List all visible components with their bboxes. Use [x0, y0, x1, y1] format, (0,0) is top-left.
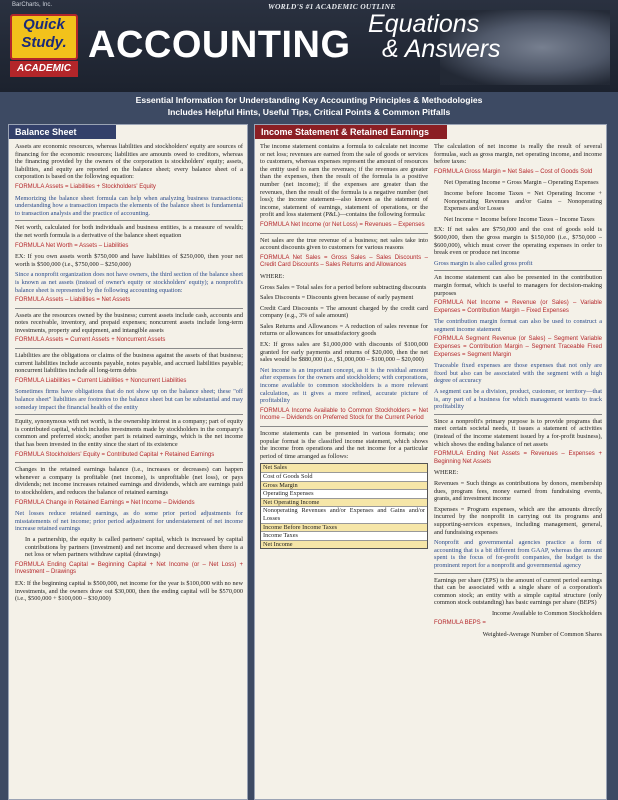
- income-statement-column-1: [260, 143, 428, 797]
- intro-text: [0, 94, 618, 118]
- formula: FORMULA Assets – Liabilities = Net Assets: [15, 297, 131, 304]
- definition: Gross Sales = Total sales for a period before subtracting discounts: [260, 283, 427, 291]
- divider: [15, 462, 243, 463]
- formula: FORMULA Assets = Liabilities + Stockholders' Equity: [15, 183, 156, 190]
- logo-line1: Quick: [23, 16, 65, 33]
- list-item: Cost of Goods Sold: [261, 473, 427, 482]
- subtitle-line2: & Answers: [382, 35, 501, 63]
- divider: [434, 573, 602, 574]
- tip: Net income is an important concept, as it is the residual amount after expenses for the owners and stockholders; with corporations, income available to common stockholders is a more relevant calculation, as it gives a more refined, accurate picture of profitability: [260, 366, 428, 405]
- quickstudy-logo: [10, 14, 78, 80]
- balance-sheet-column: [15, 143, 243, 797]
- formula: FORMULA BEPS =: [434, 620, 486, 627]
- definition: Credit Card Discounts = The amount charged by the credit card company (e.g., 3% of sale amount): [260, 304, 428, 320]
- tip: The contribution margin format can also be used to construct a segment income statement: [434, 318, 602, 333]
- classified-income-statement-list: [260, 463, 428, 549]
- balance-sheet-heading: Balance Sheet: [9, 125, 116, 139]
- list-item: Net Operating Income: [261, 499, 427, 508]
- paragraph: The calculation of net income is really the result of several formulas, such as gross margin, net operating income, and income before taxes:: [434, 143, 602, 166]
- page-subtitle: [368, 12, 501, 62]
- page-title: ACCOUNTING: [88, 24, 351, 66]
- paragraph: Changes in the retained earnings balance (i.e., increases or decreases) can happen whenever a company is profitable (net income), is unprofitable (net loss), or pays dividends; net income increases retained earnings and dividends, which are earnings paid to stockholders, and reduces the balance of retained earnings: [15, 466, 243, 496]
- divider: [15, 220, 243, 221]
- divider: [434, 270, 602, 271]
- formula: FORMULA Net Sales = Gross Sales – Sales Discounts – Credit Card Discounts – Sales Returns and Allowances: [260, 254, 428, 269]
- divider: [260, 233, 428, 234]
- paragraph: In a partnership, the equity is called partners' capital, which is increased by capital contributions by partners (investment) and net income and decreased when there is a net loss or when partners withdraw capital (drawings): [25, 535, 243, 559]
- formula: FORMULA Ending Net Assets = Revenues – Expenses + Beginning Net Assets: [434, 451, 602, 465]
- list-item: Gross Margin: [261, 482, 427, 491]
- formula: FORMULA Assets = Current Assets + Noncurrent Assets: [15, 337, 166, 344]
- logo-academic: ACADEMIC: [10, 61, 78, 77]
- list-item: Income Taxes: [261, 532, 427, 541]
- definition: Revenues = Such things as contributions by donors, membership dues, program fees, money earned from fundraising events, grants, and investment income: [434, 479, 602, 503]
- tip: Sometimes firms have obligations that do not show up on the balance sheet; these "off balance sheet" liabilities are footnotes to the balance sheet but can be substantial and may someday impact the financial health of the entity: [15, 388, 243, 411]
- paragraph: An income statement can also be presented in the contribution margin format, which is useful to managers for decision-making purposes: [434, 274, 602, 297]
- intro-line1: Essential Information for Understanding Key Accounting Principles & Methodologies: [135, 95, 483, 105]
- formula-numerator: Income Available to Common Stockholders: [491, 609, 602, 617]
- right-edge-strip: [607, 124, 618, 800]
- balance-sheet-panel: [8, 124, 248, 800]
- example: EX: If net sales are $750,000 and the cost of goods sold is $600,000, then the gross margin is $150,000 (i.e., $750,000 – $600,000), which must cover the operating expenses in order to break even or produce net income: [434, 226, 602, 257]
- list-item: Nonoperating Revenues and/or Expenses and Gains and/or Losses: [263, 507, 425, 522]
- logo-badge: [10, 14, 78, 60]
- tip: Net losses reduce retained earnings, as do some prior period adjustments for misstatements of net income; prior period adjustment for understatement of net income increase retained earnings: [15, 510, 243, 533]
- list-item: Net Sales: [261, 464, 427, 473]
- tip: Gross margin is also called gross profit: [434, 259, 533, 267]
- tip: Since a nonprofit organization does not have owners, the third section of the balance sheet is known as net assets (instead of owner's equity or stockholders' equity); a nonprofit's balance sheet is represented by the following accounting equation:: [15, 271, 243, 294]
- paragraph: Liabilities are the obligations or claims of the business against the assets of that business; current liabilities include accounts payable, notes payable, and accrued liabilities payable; noncurrent liabilities include all long-term debts: [15, 352, 243, 375]
- paragraph: Since a nonprofit's primary purpose is to provide programs that meet certain societal needs, it issues a statement of activities (instead of the income statement issued by a for-profit business), which shows the ending balance of net assets: [434, 417, 602, 448]
- formula: FORMULA Net Income = Revenue (or Sales) – Variable Expenses = Contribution Margin – Fixed Expenses: [434, 300, 602, 314]
- paragraph: Equity, synonymous with net worth, is the ownership interest in a company; part of equity is contributed capital, which includes investments made by stockholders in the company's common and preferred stock; another part is retained earnings, which is the net income that has been invested in the entity since the start of its existence: [15, 418, 243, 448]
- divider: [15, 414, 243, 415]
- divider: [15, 308, 243, 309]
- formula: FORMULA Gross Margin = Net Sales – Cost of Goods Sold: [434, 168, 593, 175]
- definition: Sales Returns and Allowances = A reduction of sales revenue for returns or allowances for unsatisfactory goods: [260, 322, 428, 338]
- definition: Sales Discounts = Discounts given because of early payment: [260, 294, 414, 302]
- logo-line2: Study.: [21, 34, 67, 51]
- divider: [434, 414, 602, 415]
- paragraph: The income statement contains a formula to calculate net income or net loss; revenues are earned from the sale of goods or services to customers, whereas expenses represent the amount of resources the entity used to earn the revenues; if the revenues are greater than the expenses, then the result of the formula is a positive number (net income); if the expenses are greater than the revenues, then the result of the formula is a negative number (net loss); the income statement—also known as the statement of income, statement of earnings, statement of operations, or the profit and loss statement (P&L)—contains the following formula:: [260, 143, 428, 219]
- tagline: WORLD'S #1 ACADEMIC OUTLINE: [268, 2, 396, 11]
- income-statement-panel: [254, 124, 607, 800]
- paragraph: Earnings per share (EPS) is the amount of current period earnings that can be associated with a single share of a corporation's common stock; an entity with a simple capital structure (only common stock outstanding) has basic earnings per share (BEPS): [434, 576, 602, 607]
- paragraph: Net worth, calculated for both individuals and business entities, is a measure of wealth; the net worth formula is a derivative of the balance sheet equation: [15, 224, 243, 239]
- formula: FORMULA Ending Capital = Beginning Capital + Net Income (or – Net Loss) + Investment – Drawings: [15, 561, 243, 576]
- formula: FORMULA Net Income (or Net Loss) = Revenues – Expenses: [260, 221, 425, 228]
- divider: [15, 348, 243, 349]
- formula: FORMULA Change in Retained Earnings = Net Income – Dividends: [15, 499, 195, 506]
- example: EX: If the beginning capital is $500,000, net income for the year is $100,000 with no new investments, and the owners draw out $30,000, then the ending capital will be $570,000 (i.e., $500,000 + $100,000 – $30,000): [15, 579, 243, 603]
- formula: FORMULA Liabilities = Current Liabilities + Noncurrent Liabilities: [15, 377, 187, 384]
- example: EX: If gross sales are $1,000,000 with discounts of $100,000 granted for early payments and returns of $20,000, then the net sales would be $880,000 (i.e., $1,000,000 – $100,000 – $20,000): [260, 341, 428, 364]
- list-item: Net Income: [261, 541, 427, 549]
- formula-denominator: Weighted-Average Number of Common Shares: [482, 631, 602, 639]
- formula: FORMULA Income Available to Common Stockholders = Net Income – Dividends on Preferred Stock for the Current Period: [260, 407, 428, 422]
- intro-line2: Includes Helpful Hints, Useful Tips, Critical Points & Common Pitfalls: [167, 107, 451, 117]
- paragraph: Assets are the resources owned by the business; current assets include cash, accounts and notes receivable, inventory, and prepaid expenses; noncurrent assets include long-term investments, property and equipment, and intangible assets: [15, 311, 243, 334]
- paragraph: Assets are economic resources, whereas liabilities and stockholders' equity are sources of financing for the economic resources; liabilities are amounts owed to creditors, whereas the financing provided by the owners of the corporation is stockholders' equity; assets, liabilities, and equity are reported on the balance sheet; every balance sheet of a corporation is based on the following equation:: [15, 143, 243, 181]
- where-label: WHERE:: [260, 272, 285, 280]
- tip: Traceable fixed expenses are those expenses that not only are fixed but also can be associated with the segment with a high degree of accuracy: [434, 362, 602, 385]
- subtitle-line1: Equations: [368, 10, 480, 38]
- example: EX: If you own assets worth $750,000 and have liabilities of $250,000, then your net worth is $500,000 (i.e., $750,000 – $250,000): [15, 253, 243, 268]
- definition: Expenses = Program expenses, which are the amounts directly incurred by the nonprofit in carrying out its programs and supporting-services expenses, including management, general, and fundraising expenses: [434, 505, 602, 536]
- header-banner: [0, 0, 618, 92]
- tip: A segment can be a division, product, customer, or territory—that is, any part of a business for which management wants to track profitability: [434, 388, 602, 411]
- income-statement-column-2: [434, 143, 602, 797]
- divider: [260, 426, 428, 427]
- formula: FORMULA Net Worth = Assets – Liabilities: [15, 242, 129, 249]
- tip: Memorizing the balance sheet formula can help when analyzing business transactions; understanding how a transaction impacts the elements of the balance sheet is fundamental to transaction analysis and the practice of accounting.: [15, 194, 243, 217]
- paragraph: Income statements can be presented in various formats; one popular format is the classified income statement, which shows the income from operations and the net income for a particular period of time arranged as follows:: [260, 430, 428, 460]
- where-label: WHERE:: [434, 469, 459, 477]
- list-item: Income Before Income Taxes: [261, 524, 427, 533]
- tip: Nonprofit and governmental agencies practice a form of accounting that is a bit different from GAAP, whereas the amount spent is the focus of for-profit companies, the budget is the prominent report for a nonprofit and governmental agency: [434, 539, 602, 569]
- formula-line: Net Income = Income before Income Taxes – Income Taxes: [444, 215, 595, 223]
- publisher-name: BarCharts, Inc.: [12, 2, 53, 8]
- list-item: Operating Expenses: [261, 490, 427, 499]
- paragraph: Net sales are the true revenue of a business; net sales take into account discounts given to customers for various reasons: [260, 236, 428, 252]
- formula-line: Net Operating Income = Gross Margin – Operating Expenses: [444, 179, 599, 187]
- formula: FORMULA Stockholders' Equity = Contributed Capital + Retained Earnings: [15, 451, 215, 458]
- formula-line: Income before Income Taxes = Net Operating Income + Nonoperating Revenues and/or Gains – Nonoperating Expenses and/or Losses: [444, 189, 602, 213]
- formula: FORMULA Segment Revenue (or Sales) – Segment Variable Expenses = Contribution Margin – Segment Traceable Fixed Expenses = Segment Margin: [434, 336, 602, 358]
- income-statement-heading: Income Statement & Retained Earnings: [255, 125, 447, 139]
